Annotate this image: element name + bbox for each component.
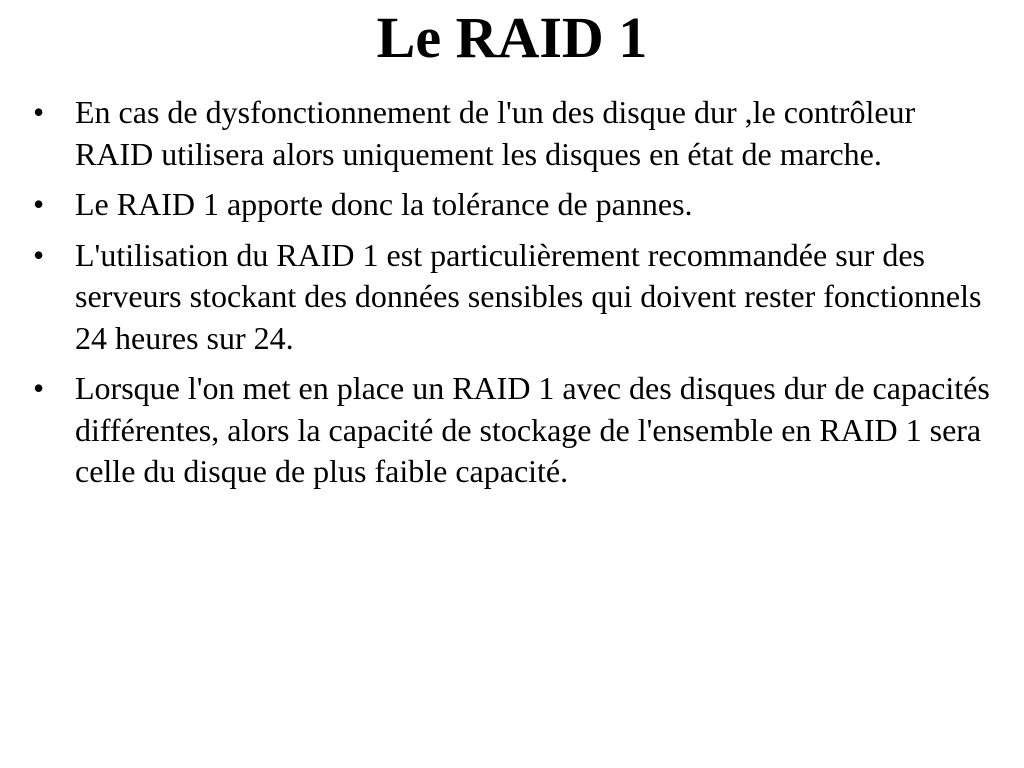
bullet-text: Le RAID 1 apporte donc la tolérance de pannes. (75, 186, 693, 222)
bullet-text: Lorsque l'on met en place un RAID 1 avec des disques dur de capacités différentes, alors la capacité de stockage de l'ensemble en RAID 1 sera celle du disque de plus faible capacité. (75, 370, 990, 489)
slide-title: Le RAID 1 (376, 5, 648, 70)
bullet-icon: • (33, 186, 45, 222)
list-item (33, 368, 993, 493)
bullet-text: En cas de dysfonctionnement de l'un des disque dur ,le contrôleur RAID utilisera alors uniquement les disques en état de marche. (75, 94, 916, 172)
bullet-icon: • (33, 94, 45, 130)
list-item (33, 235, 993, 360)
bullet-icon: • (33, 370, 45, 406)
bullet-list (33, 92, 993, 502)
list-item (33, 92, 993, 175)
list-item (33, 184, 993, 226)
bullet-text: L'utilisation du RAID 1 est particulièrement recommandée sur des serveurs stockant des données sensibles qui doivent rester fonctionnels 24 heures sur 24. (75, 236, 982, 356)
bullet-icon: • (33, 236, 45, 273)
